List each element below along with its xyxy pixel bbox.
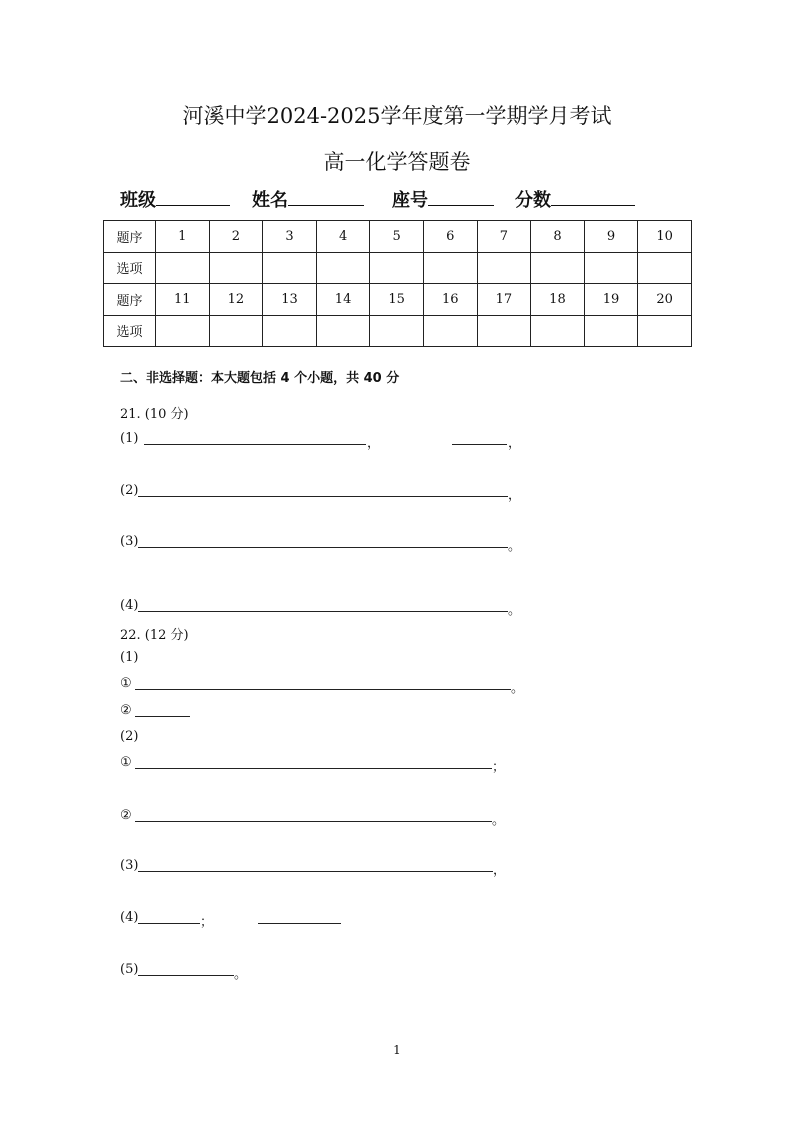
q22-part5-blank[interactable] (138, 975, 234, 976)
info-name (252, 186, 364, 212)
q22-part2-period: 。 (492, 813, 506, 828)
score-field[interactable] (551, 187, 635, 206)
question-number-cell: 19 (584, 284, 638, 316)
seat-field[interactable] (428, 187, 494, 206)
question-number-cell: 16 (423, 284, 477, 316)
answer-cell[interactable] (316, 315, 370, 347)
answer-cell[interactable] (156, 315, 210, 347)
q22-part2-blank2[interactable] (135, 821, 492, 822)
q21-part2-label: (2) (120, 483, 139, 498)
q22-part1-circle2: ② (120, 703, 132, 718)
answer-cell[interactable] (477, 252, 531, 284)
q22-part2-circle1: ① (120, 755, 132, 770)
q21-part4-blank[interactable] (138, 611, 508, 612)
q22-part2-semicolon: ； (492, 760, 506, 775)
answer-cell[interactable] (156, 252, 210, 284)
question-number-cell: 11 (156, 284, 210, 316)
answer-cell[interactable] (423, 252, 477, 284)
question-number-cell: 15 (370, 284, 424, 316)
question-number-cell: 17 (477, 284, 531, 316)
info-class (120, 186, 230, 212)
answer-cell[interactable] (477, 315, 531, 347)
q22-part3-comma: ， (493, 863, 507, 878)
answer-cell[interactable] (584, 315, 638, 347)
name-field[interactable] (288, 187, 364, 206)
question-number-cell: 1 (156, 221, 210, 253)
table-row (104, 315, 692, 347)
q22-part4-blank-a[interactable] (138, 923, 200, 924)
question-number-cell: 20 (638, 284, 692, 316)
q22-part1-label: (1) (120, 650, 139, 665)
question-number-cell: 12 (209, 284, 263, 316)
q21-part3-blank[interactable] (138, 547, 508, 548)
question-number-cell: 13 (263, 284, 317, 316)
score-label: 分数 (515, 190, 551, 211)
question-number-cell: 3 (263, 221, 317, 253)
question-number-cell: 8 (531, 221, 585, 253)
q21-part4-label: (4) (120, 598, 139, 613)
page-number: 1 (393, 1043, 401, 1057)
q22-part2-label: (2) (120, 729, 139, 744)
q21-part3-period: 。 (508, 539, 522, 554)
class-field[interactable] (156, 187, 230, 206)
seat-label: 座号 (392, 190, 428, 211)
answer-cell[interactable] (638, 252, 692, 284)
answer-cell[interactable] (423, 315, 477, 347)
q21-part1-comma-a: ， (367, 436, 381, 451)
answer-cell[interactable] (263, 315, 317, 347)
q21-part1-comma-b: ， (508, 436, 522, 451)
answer-cell[interactable] (531, 315, 585, 347)
exam-title: 河溪中学2024-2025学年度第一学期学月考试 (182, 104, 612, 128)
q22-part5-label: (5) (120, 962, 139, 977)
answer-cell[interactable] (316, 252, 370, 284)
question-number-cell: 7 (477, 221, 531, 253)
question-number-cell: 5 (370, 221, 424, 253)
class-label: 班级 (120, 190, 156, 211)
q22-part4-blank-b[interactable] (258, 923, 341, 924)
row-label-number: 题序 (104, 284, 156, 316)
table-row (104, 252, 692, 284)
question-number-cell: 10 (638, 221, 692, 253)
q22-label: 22. (12 分) (120, 628, 189, 643)
answer-cell[interactable] (638, 315, 692, 347)
answer-cell[interactable] (209, 252, 263, 284)
table-row (104, 221, 692, 253)
question-number-cell: 14 (316, 284, 370, 316)
q22-part1-blank2[interactable] (135, 716, 190, 717)
answer-cell[interactable] (370, 252, 424, 284)
answer-cell[interactable] (263, 252, 317, 284)
table-row (104, 284, 692, 316)
q22-part2-circle2: ② (120, 808, 132, 823)
exam-subtitle: 高一化学答题卷 (323, 150, 471, 174)
q21-part4-period: 。 (508, 603, 522, 618)
answer-table (103, 220, 692, 347)
question-number-cell: 4 (316, 221, 370, 253)
question-number-cell: 18 (531, 284, 585, 316)
question-number-cell: 9 (584, 221, 638, 253)
q21-part1-blank-b[interactable] (452, 444, 507, 445)
q22-part4-semicolon: ； (200, 915, 214, 930)
q22-part2-blank1[interactable] (135, 768, 492, 769)
q22-part4-label: (4) (120, 910, 139, 925)
name-label: 姓名 (252, 190, 288, 211)
q22-part3-blank[interactable] (138, 871, 493, 872)
question-number-cell: 2 (209, 221, 263, 253)
q21-part2-comma: ， (508, 488, 522, 503)
q21-part2-blank[interactable] (138, 496, 508, 497)
answer-cell[interactable] (584, 252, 638, 284)
q22-part1-period: 。 (511, 681, 525, 696)
q22-part3-label: (3) (120, 858, 139, 873)
row-label-choice: 选项 (104, 252, 156, 284)
q21-part1-label: (1) (120, 431, 139, 446)
info-seat (392, 186, 494, 212)
q22-part1-circle1: ① (120, 676, 132, 691)
q22-part5-period: 。 (234, 967, 248, 982)
answer-cell[interactable] (370, 315, 424, 347)
section-heading: 二、非选择题：本大题包括 4 个小题，共 40 分 (120, 371, 400, 386)
info-score (515, 186, 635, 212)
answer-cell[interactable] (531, 252, 585, 284)
question-number-cell: 6 (423, 221, 477, 253)
q21-part1-blank-a[interactable] (144, 444, 366, 445)
row-label-choice: 选项 (104, 315, 156, 347)
q21-part3-label: (3) (120, 534, 139, 549)
answer-cell[interactable] (209, 315, 263, 347)
q21-label: 21. (10 分) (120, 407, 189, 422)
row-label-number: 题序 (104, 221, 156, 253)
q22-part1-blank1[interactable] (135, 689, 511, 690)
